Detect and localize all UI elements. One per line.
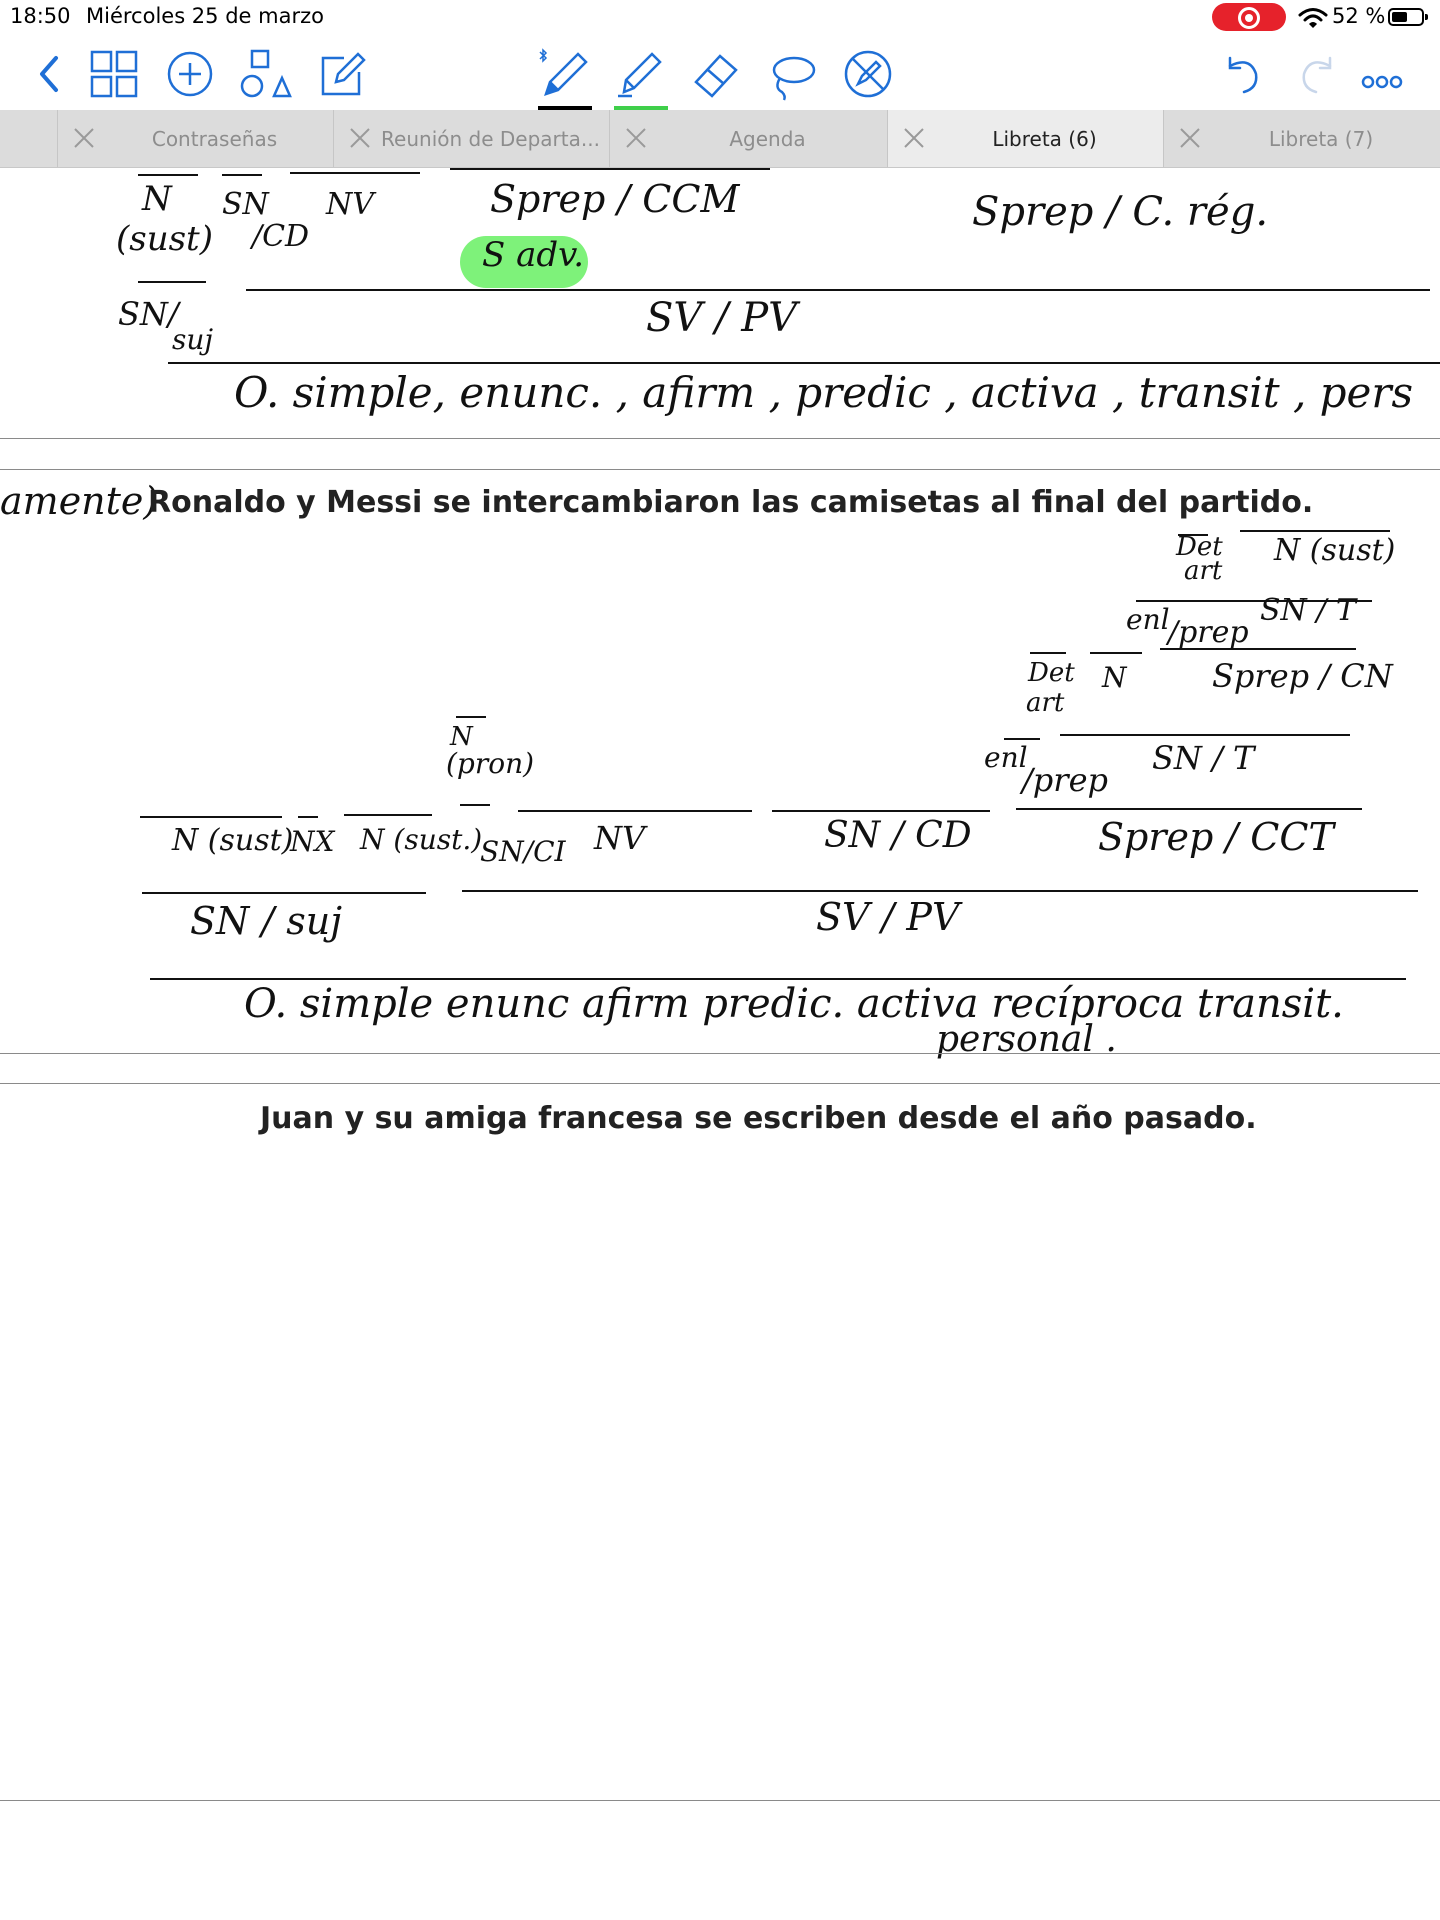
tab-label: Reunión de Departa... — [381, 127, 600, 151]
hw-label: SV / PV — [816, 895, 960, 939]
handwriting-underline — [344, 814, 432, 816]
handwriting-underline — [450, 168, 770, 170]
tab-label: Libreta (6) — [992, 127, 1097, 151]
tab-libreta-6[interactable] — [888, 110, 1164, 167]
hw-label: N — [1102, 661, 1127, 694]
tab-overflow — [0, 110, 58, 167]
page-rule — [0, 438, 1440, 439]
handwriting-underline — [1016, 808, 1362, 810]
hw-label: art — [1184, 556, 1223, 586]
handwriting-underline — [138, 281, 206, 283]
hw-classification: O. simple, enunc. , afirm , predic , activa , transit , pers — [234, 368, 1414, 417]
tab-label: Libreta (7) — [1268, 127, 1374, 151]
chevron-left-icon — [22, 46, 78, 102]
pen-tool[interactable] — [536, 46, 592, 102]
handwriting-underline — [222, 174, 262, 176]
handwriting-underline — [138, 174, 198, 176]
lasso-tool[interactable] — [764, 46, 820, 102]
add-page-button[interactable] — [162, 46, 218, 102]
note-canvas[interactable] — [0, 168, 1440, 1920]
page-rule — [0, 1083, 1440, 1084]
hw-margin-note: amente) — [0, 479, 159, 523]
record-icon — [1238, 7, 1260, 29]
hw-label: NV — [326, 187, 374, 222]
hw-label: SN/ — [118, 295, 179, 333]
handwriting-underline — [460, 804, 490, 806]
handwriting-underline — [1004, 738, 1040, 740]
hw-label: S adv. — [482, 235, 585, 275]
hw-label: SN/CI — [480, 835, 566, 868]
hw-label: SN / suj — [190, 899, 342, 943]
document-tabs — [0, 110, 1440, 168]
shapes-icon — [238, 46, 294, 102]
handwriting-underline — [168, 362, 1440, 364]
hw-label: SN / CD — [824, 815, 972, 856]
hw-label: N (sust) — [172, 823, 294, 858]
page-rule — [0, 1800, 1440, 1801]
redo-button[interactable] — [1290, 46, 1346, 102]
hw-label: Det — [1176, 532, 1223, 562]
tab-label: Agenda — [729, 127, 806, 151]
tab-reunion[interactable] — [334, 110, 610, 167]
exercise-sentence: Juan y su amiga francesa se escriben desde el año pasado. — [260, 1101, 1257, 1136]
hw-label: SN / T — [1152, 739, 1255, 777]
hw-label: Sprep / C. rég. — [972, 189, 1269, 235]
hw-label: N — [450, 722, 473, 752]
highlighter-icon — [612, 46, 668, 102]
tab-label: Contraseñas — [151, 127, 278, 151]
page-rule — [0, 1053, 1440, 1054]
tab-libreta-7[interactable] — [1164, 110, 1440, 167]
handwriting-underline — [1240, 530, 1390, 532]
hw-classification: O. simple enunc afirm predic. activa recíproca transit. — [244, 981, 1344, 1027]
close-icon[interactable] — [70, 124, 98, 152]
handwriting-underline — [150, 978, 1406, 980]
status-bar — [0, 0, 1440, 36]
tab-contrasenas[interactable] — [58, 110, 334, 167]
eraser-tool[interactable] — [688, 46, 744, 102]
handwriting-underline — [772, 810, 990, 812]
hw-label: (pron) — [446, 747, 535, 780]
eraser-icon — [688, 46, 744, 102]
undo-icon — [1214, 46, 1270, 102]
hw-label: N — [142, 179, 172, 219]
hw-label: enl — [1126, 603, 1170, 636]
grid-icon — [86, 46, 142, 102]
hw-label: N (sust.) — [360, 823, 483, 856]
hw-label: NV — [594, 819, 646, 857]
status-date: Miércoles 25 de marzo — [86, 4, 324, 28]
hw-label: SN / T — [1260, 593, 1356, 628]
hw-label: /prep — [1168, 615, 1249, 650]
page-rule — [0, 469, 1440, 470]
page-grid-button[interactable] — [86, 46, 142, 102]
handwriting-underline — [246, 289, 1430, 291]
hw-classification: personal . — [936, 1019, 1117, 1060]
hw-label: SN — [222, 187, 269, 222]
compose-icon — [314, 46, 370, 102]
pen-icon — [536, 46, 592, 102]
redo-icon — [1290, 46, 1346, 102]
status-time: 18:50 — [10, 4, 71, 28]
handwriting-underline — [298, 816, 318, 818]
handwriting-underline — [462, 890, 1418, 892]
close-icon[interactable] — [1176, 124, 1204, 152]
shapes-button[interactable] — [238, 46, 294, 102]
highlighter-tool[interactable] — [612, 46, 668, 102]
handwriting-underline — [1030, 652, 1066, 654]
hw-label: NX — [290, 825, 335, 858]
handwriting-underline — [518, 810, 752, 812]
wifi-icon — [1298, 6, 1328, 30]
close-icon[interactable] — [346, 124, 374, 152]
battery-icon — [1388, 8, 1424, 26]
plus-circle-icon — [162, 46, 218, 102]
hw-label: SV / PV — [646, 295, 797, 341]
hw-label: Sprep / CCT — [1098, 815, 1334, 859]
handwriting-underline — [1060, 734, 1350, 736]
handwriting-underline — [1160, 648, 1356, 650]
handwriting-underline — [290, 172, 420, 174]
hw-label: Sprep / CCM — [490, 177, 740, 221]
exercise-sentence: Ronaldo y Messi se intercambiaron las camisetas al final del partido. — [148, 485, 1314, 520]
hw-label: /CD — [252, 219, 310, 254]
more-icon — [1354, 46, 1410, 102]
battery-fill — [1392, 12, 1407, 22]
toolbar — [0, 36, 1440, 110]
tab-agenda[interactable] — [610, 110, 888, 167]
close-icon[interactable] — [900, 124, 928, 152]
back-button[interactable] — [22, 46, 78, 102]
hw-label: Det — [1028, 658, 1075, 688]
handwriting-underline — [1090, 652, 1142, 654]
hw-label: N (sust) — [1274, 533, 1396, 568]
hw-label: enl — [984, 741, 1028, 774]
hw-label: (sust) — [116, 219, 213, 259]
handwriting-underline — [142, 892, 426, 894]
laser-pointer-tool[interactable] — [840, 46, 896, 102]
battery-percentage: 52 % — [1332, 4, 1386, 28]
hw-label: suj — [172, 323, 214, 356]
hw-label: /prep — [1022, 761, 1108, 799]
undo-button[interactable] — [1214, 46, 1270, 102]
more-options-button[interactable] — [1354, 46, 1410, 102]
disabled-pen-icon — [840, 46, 896, 102]
screen-recording-indicator[interactable] — [1212, 3, 1286, 31]
close-icon[interactable] — [622, 124, 650, 152]
lasso-icon — [764, 46, 820, 102]
handwriting-underline — [140, 816, 282, 818]
hw-label: Sprep / CN — [1212, 657, 1393, 695]
edit-note-button[interactable] — [314, 46, 370, 102]
hw-label: art — [1026, 688, 1065, 718]
handwriting-underline — [456, 716, 486, 718]
